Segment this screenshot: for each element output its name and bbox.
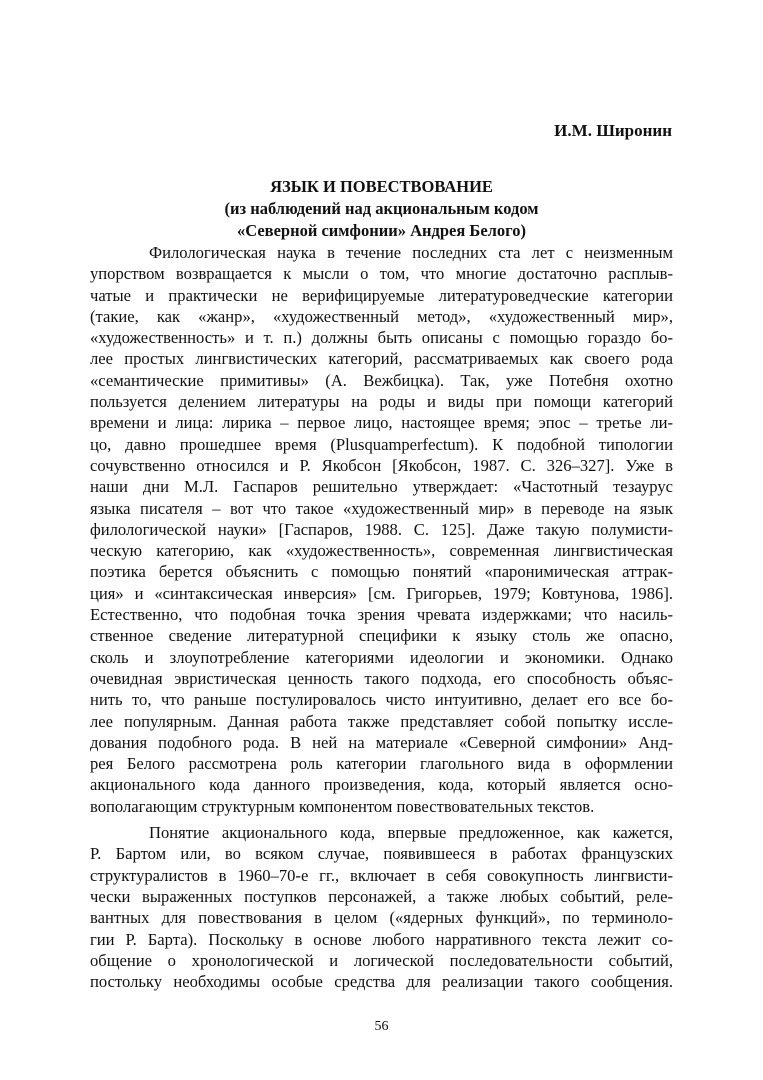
text-line: дования подобного рода. В ней на материале «Северной симфонии» Анд- <box>90 732 673 752</box>
text-line: структуралистов в 1960–70-е гг., включает в себя совокупность лингвисти- <box>90 865 673 885</box>
text-line: лее популярным. Данная работа также представляет собой попытку иссле- <box>90 711 673 731</box>
text-line: времени и лица: лирика – первое лицо, настоящее время; эпос – третье ли- <box>90 413 673 433</box>
text-line: ция» и «синтаксическая инверсия» [см. Григорьев, 1979; Ковтунова, 1986]. <box>90 583 673 603</box>
text-line: ственное сведение литературной специфики к языку столь же опасно, <box>90 626 673 646</box>
text-line: лее простых лингвистических категорий, рассматриваемых как своего рода <box>90 349 673 369</box>
text-line: постольку необходимы особые средства для реализации такого сообщения. <box>90 972 673 992</box>
text-line: чатые и практически не верифицируемые литературоведческие категории <box>90 285 673 305</box>
text-line: вополагающим структурным компонентом повествовательных текстов. <box>90 796 595 816</box>
text-line: наши дни М.Л. Гаспаров решительно утверждает: «Частотный тезаурус <box>90 477 673 497</box>
article-body <box>90 242 673 992</box>
text-line: филологической науки» [Гаспаров, 1988. С. 125]. Даже такую полумисти- <box>90 519 673 539</box>
text-line: упорством возвращается к мысли о том, что многие достаточно расплыв- <box>90 264 673 284</box>
author-name: И.М. Широнин <box>554 121 672 140</box>
text-line: сочувственно относился и Р. Якобсон [Якобсон, 1987. С. 326–327]. Уже в <box>90 455 673 475</box>
text-line: чески выраженных поступков персонажей, а также любых событий, реле- <box>90 886 673 906</box>
title-line: ЯЗЫК И ПОВЕСТВОВАНИЕ <box>270 177 493 196</box>
text-line: ческую категорию, как «художественность», современная лингвистическая <box>90 541 673 561</box>
text-line: Р. Бартом или, во всяком случае, появившееся в работах французских <box>90 844 673 864</box>
text-line: нить то, что раньше постулировалось чисто интуитивно, делает его все бо- <box>90 690 673 710</box>
text-line: Филологическая наука в течение последних ста лет с неизменным <box>149 243 673 262</box>
text-line: вантных для повествования в целом («ядерных функций», по терминоло- <box>90 908 673 928</box>
text-line: Естественно, что подобная точка зрения чревата издержками; что насиль- <box>90 605 673 625</box>
text-line: (такие, как «жанр», «художественный метод», «художественный мир», <box>90 306 673 326</box>
text-line: цо, давно прошедшее время (Plusquamperfectum). К подобной типологии <box>90 434 673 454</box>
paragraph-2 <box>90 822 673 992</box>
page-number: 56 <box>374 1019 389 1034</box>
title-line: «Северной симфонии» Андрея Белого) <box>236 221 526 240</box>
text-line: общение о хронологической и логической последовательности событий, <box>90 950 673 970</box>
paragraph-1 <box>90 242 673 817</box>
text-line: «семантические примитивы» (А. Вежбицка). Так, уже Потебня охотно <box>90 370 673 390</box>
text-line: акционального кода данного произведения, кода, который является осно- <box>90 775 673 795</box>
text-line: языка писателя – вот что такое «художественный мир» в переводе на язык <box>90 498 673 518</box>
text-line: Понятие акционального кода, впервые предложенное, как кажется, <box>149 823 673 843</box>
text-line: поэтика берется объяснить с помощью понятий «паронимическая аттрак- <box>90 562 673 582</box>
title-line: (из наблюдений над акциональным кодом <box>224 199 539 218</box>
text-line: гии Р. Барта). Поскольку в основе любого нарративного текста лежит со- <box>90 929 673 949</box>
text-line: рея Белого рассмотрена роль категории глагольного вида в оформлении <box>90 754 673 774</box>
article-title <box>90 176 673 242</box>
text-line: сколь и злоупотребление категориями идеологии и экономики. Однако <box>90 647 673 667</box>
text-line: «художественность» и т. п.) должны быть описаны с помощью гораздо бо- <box>90 328 673 348</box>
text-line: пользуется делением литературы на роды и виды при помощи категорий <box>90 392 673 412</box>
text-line: очевидная эвристическая ценность такого подхода, его способность объяс- <box>90 668 673 688</box>
